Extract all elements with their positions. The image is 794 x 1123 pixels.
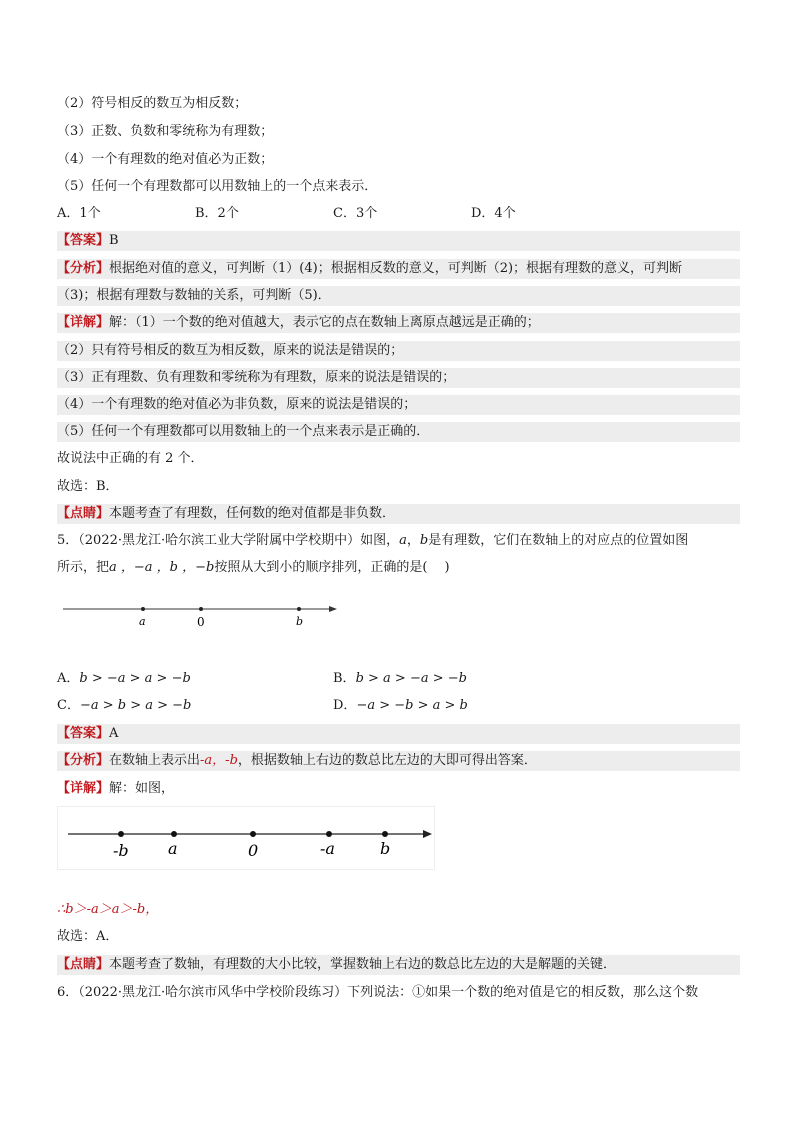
answer-value: A [109,726,119,741]
analysis-tag: 【分析】 [57,261,110,276]
comment-text: 本题考查了有理数，任何数的绝对值都是非负数． [109,506,396,521]
label-zero: 0 [248,841,259,860]
q4-statement-3: （3）正数、负数和零统称为有理数； [57,124,274,139]
q4-detail-line1 [57,313,740,333]
axis-arrow [329,606,337,612]
analysis-tag: 【分析】 [57,753,110,768]
q4-option-c: C．3个 [333,206,378,221]
q5-separator: ， [406,533,420,548]
point-a [171,831,177,837]
q4-detail-line4: （4）一个有理数的绝对值必为非负数，原来的说法是错误的； [57,395,740,415]
q4-detail-line5: （5）任何一个有理数都可以用数轴上的一个点来表示是正确的． [57,422,740,442]
q4-detail-line2: （2）只有符号相反的数互为相反数，原来的说法是错误的； [57,341,740,361]
solution-number-line [58,807,434,869]
point-neg-b [118,831,124,837]
q5-choice: 故选：A． [57,929,119,944]
analysis-pre: 在数轴上表示出 [109,753,201,768]
var-a: a [399,533,407,548]
q4-option-d: D．4个 [471,206,516,221]
q5-stem2-post: 按照从大到小的顺序排列，正确的是( ) [214,560,450,575]
q5-stem-post: 是有理数，它们在数轴上的对应点的位置如图 [428,533,689,548]
q4-statement-5: （5）任何一个有理数都可以用数轴上的一个点来表示． [57,179,378,194]
comment-tag: 【点睛】 [57,506,110,521]
q5-number-line [57,598,347,634]
var-b: b [419,533,429,548]
point-b [382,831,388,837]
q4-option-a: A．1个 [57,206,101,221]
option-expr: −a > −b > a > b [356,698,468,713]
option-expr: b > −a > a > −b [79,671,191,686]
comment-text: 本题考查了数轴，有理数的大小比较，掌握数轴上右边的数总比左边的大是解题的关键． [109,957,617,972]
q4-comment [57,504,740,524]
q5-result: ∴b＞-a＞a＞-b， [57,902,159,917]
point-neg-a [326,831,332,837]
point-zero [250,831,256,837]
q4-detail-choice: 故选：B． [57,479,119,494]
q5-comment [57,955,740,975]
answer-tag: 【答案】 [57,233,110,248]
q5-answer [57,724,740,744]
q6-stem: 6．（2022·黑龙江·哈尔滨市风华中学校阶段练习）下列说法：①如果一个数的绝对值是它的相反数，那么这个数 [57,985,699,1000]
q5-stem-pre: 5．（2022·黑龙江·哈尔滨工业大学附属中学校期中）如图， [57,533,400,548]
point-a [141,607,145,611]
label-zero: 0 [197,615,205,629]
q5-var-list: a ，−a ，b ，−b [109,560,215,575]
detail-text: 解：（1）一个数的绝对值越大，表示它的点在数轴上离原点越远是正确的； [109,315,540,330]
detail-text: 解：如图， [109,781,175,796]
q5-option-b [333,669,467,689]
q5-option-d [333,696,468,716]
comment-tag: 【点睛】 [57,957,110,972]
q5-stem-line2 [57,558,450,578]
q5-option-a [57,669,191,689]
q5-detail [57,779,174,799]
label-a: a [168,839,178,858]
q4-statement-4: （4）一个有理数的绝对值必为正数； [57,152,274,167]
detail-tag: 【详解】 [57,315,110,330]
q4-answer [57,231,740,251]
answer-value: B [109,233,119,248]
axis-arrow [423,830,432,838]
label-neg-a: -a [320,839,335,858]
detail-tag: 【详解】 [57,781,110,796]
option-expr: −a > b > a > −b [79,698,192,713]
q4-detail-count: 故说法中正确的有 2 个． [57,451,204,466]
analysis-text: 根据绝对值的意义，可判断（1）(4)；根据相反数的意义，可判断（2)；根据有理数的意义，可判断 [109,261,683,276]
option-letter: D． [333,698,357,713]
q5-analysis [57,751,740,771]
point-b [297,607,301,611]
analysis-post: ，根据数轴上右边的数总比左边的大即可得出答案． [237,753,537,768]
analysis-vars: -a，-b [200,753,238,768]
q5-option-c [57,696,191,716]
label-b: b [296,615,304,628]
q4-option-b: B．2个 [195,206,239,221]
label-b: b [380,839,391,858]
q4-statement-2: （2）符号相反的数互为相反数； [57,96,248,111]
q5-stem-line1 [57,531,688,551]
q4-detail-line3: （3）正有理数、负有理数和零统称为有理数，原来的说法是错误的； [57,368,740,388]
q5-solution-figure [57,806,435,870]
label-neg-b: -b [113,841,129,860]
answer-tag: 【答案】 [57,726,110,741]
option-letter: A． [57,671,80,686]
label-a: a [139,615,146,628]
q4-analysis-line1 [57,259,740,279]
point-zero [199,607,203,611]
option-letter: C． [57,698,80,713]
q5-stem2-pre: 所示，把 [57,560,110,575]
option-letter: B． [333,671,356,686]
option-expr: b > a > −a > −b [355,671,467,686]
q4-analysis-line2: （3)；根据有理数与数轴的关系，可判断（5)． [57,286,740,306]
